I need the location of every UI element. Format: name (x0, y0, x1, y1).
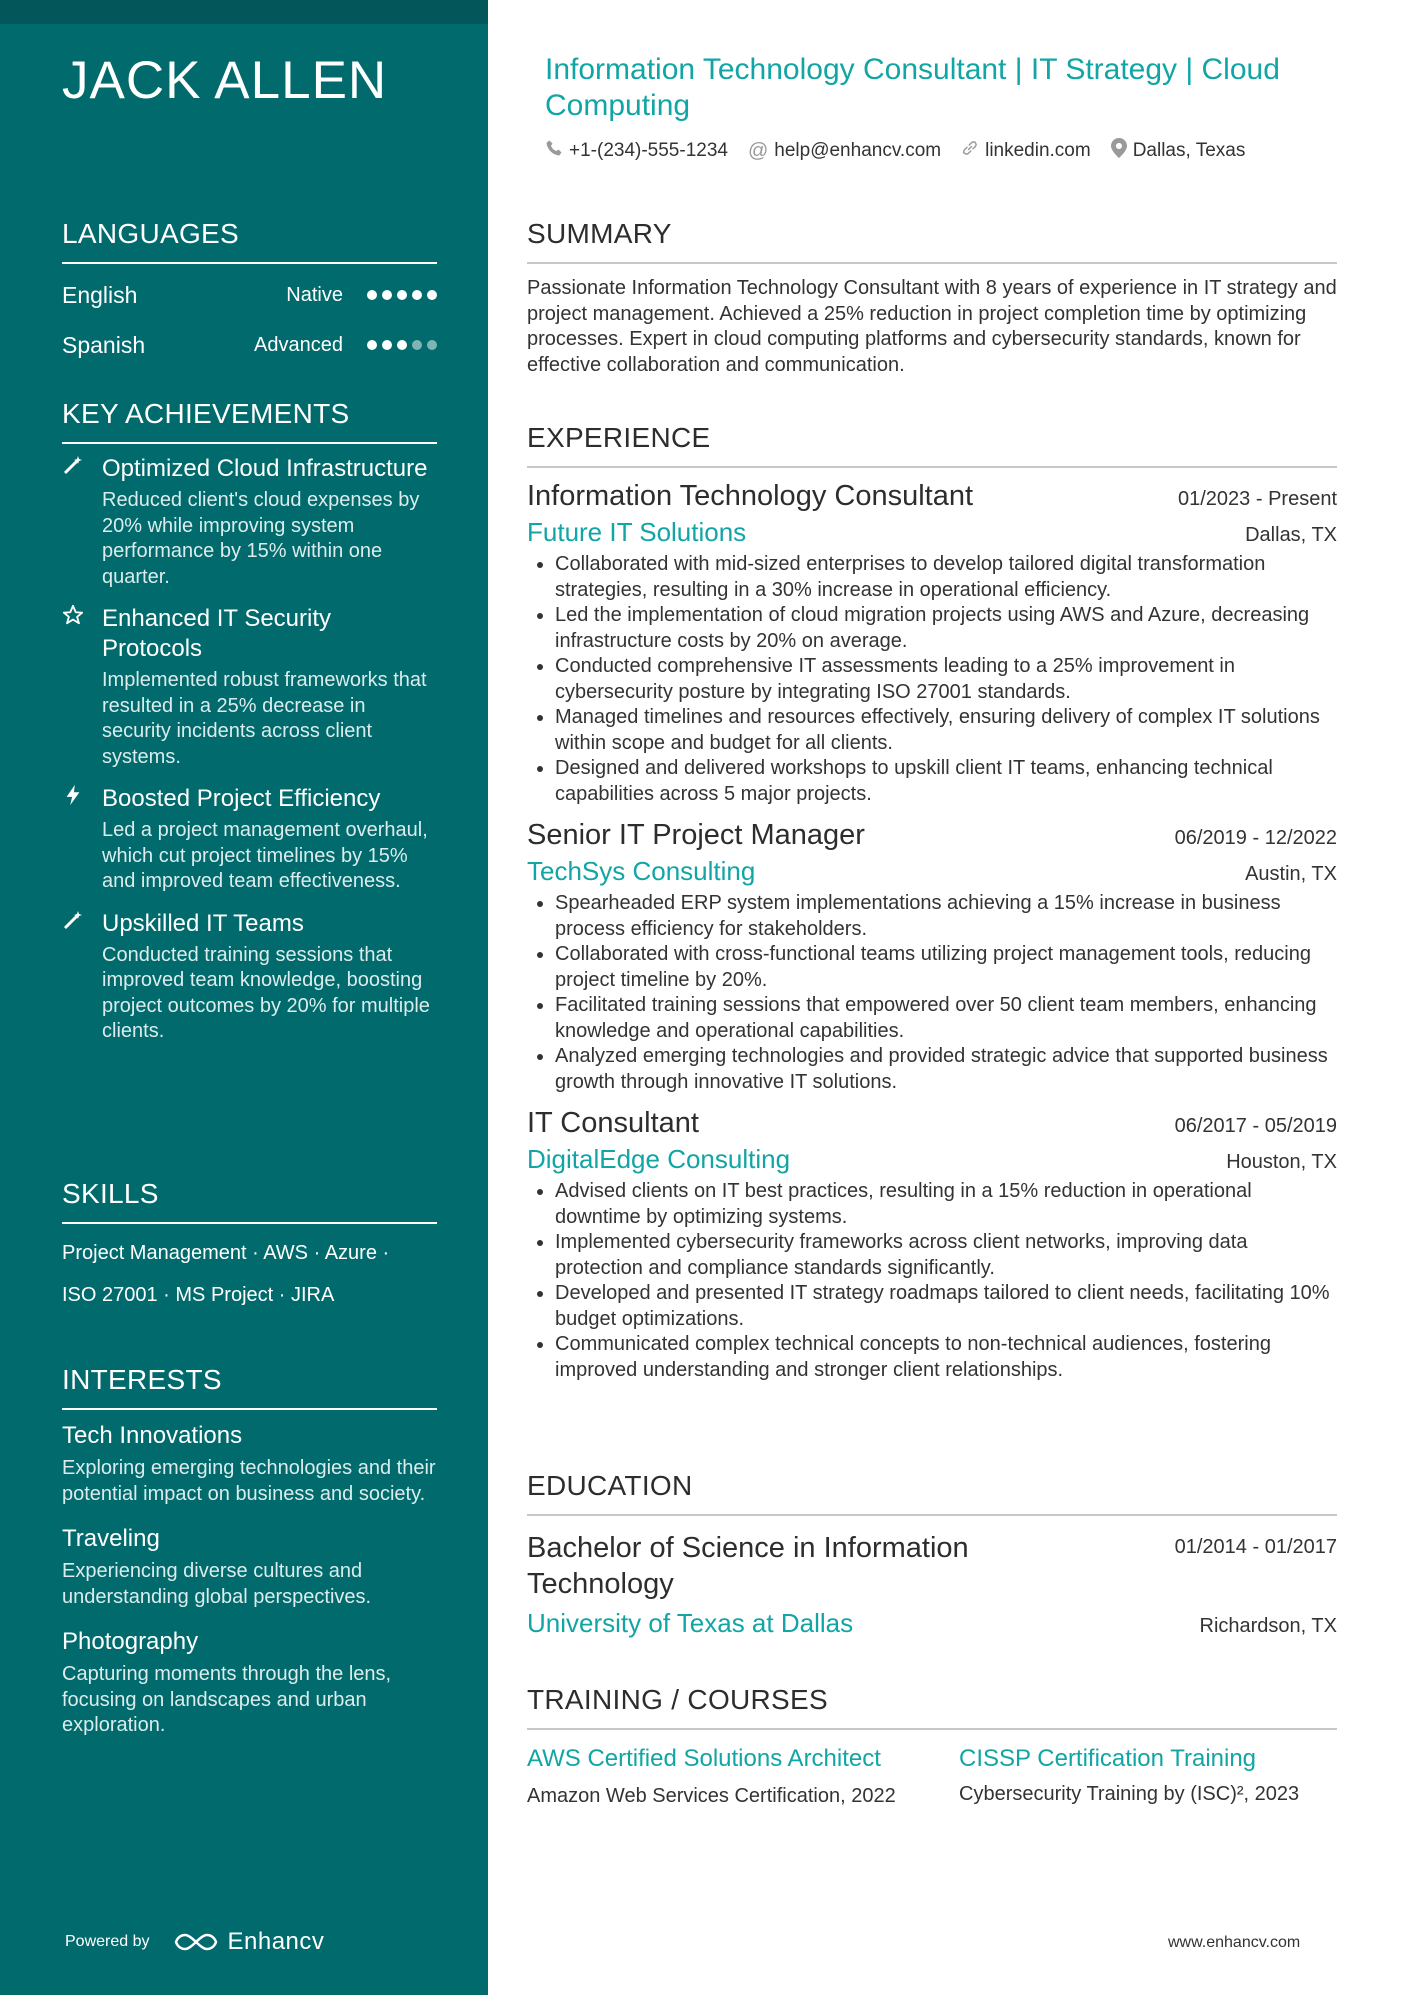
language-item (62, 270, 437, 320)
interest-desc: Capturing moments through the lens, focusing on landscapes and urban exploration. (62, 1663, 392, 1736)
training-heading: TRAINING / COURSES (527, 1684, 1337, 1730)
bullet-item: • Collaborated with cross-functional teams utilizing project management tools, reducing project timeline by 20%. (555, 942, 1337, 993)
interest-item (62, 1626, 437, 1739)
powered-by (65, 1928, 324, 1956)
achievement-desc: Reduced client's cloud expenses by 20% while improving system performance by 15% within one quarter. (102, 489, 420, 588)
achievement-title: Boosted Project Efficiency (102, 785, 381, 812)
main-content (488, 0, 1410, 1995)
rating-dot-filled (367, 290, 377, 300)
achievement-desc: Conducted training sessions that improved team knowledge, boosting project outcomes by 20% for multiple clients. (102, 943, 430, 1042)
job-title: Information Technology Consultant (527, 480, 974, 512)
enhancv-logo[interactable] (174, 1928, 325, 1956)
job-bullets (527, 891, 1337, 1095)
rating-dot-filled (397, 290, 407, 300)
star-icon (62, 604, 102, 770)
experience-section (527, 422, 1337, 1383)
language-name: English (62, 281, 138, 308)
infinity-logo-icon (174, 1931, 218, 1953)
training-section (527, 1684, 1337, 1810)
interest-desc: Exploring emerging technologies and their potential impact on business and society. (62, 1457, 436, 1505)
interests-section (62, 1364, 437, 1739)
bullet-item: • Led the implementation of cloud migration projects using AWS and Azure, decreasing infrastructure costs by 20% on average. (555, 603, 1337, 654)
rating-dot-empty (412, 340, 422, 350)
job-bullets (527, 1179, 1337, 1383)
rating-dot-filled (427, 290, 437, 300)
skills-list (62, 1232, 437, 1316)
email-text: help@enhancv.com (774, 140, 942, 161)
bullet-item: • Managed timelines and resources effectively, ensuring delivery of complex IT solutions within scope and budget for all clients. (555, 705, 1337, 756)
headline: Information Technology Consultant | IT Strategy | Cloud Computing (545, 53, 1280, 122)
job-company: TechSys Consulting (527, 856, 756, 886)
bullet-item: • Spearheaded ERP system implementations achieving a 15% increase in business process efficiency for stakeholders. (555, 891, 1337, 942)
achievement-title: Enhanced IT Security Protocols (102, 605, 332, 662)
job-location: Dallas, TX (1245, 524, 1337, 546)
achievement-desc: Led a project management overhaul, which cut project timelines by 15% and improved team effectiveness. (102, 819, 428, 892)
candidate-name: JACK ALLEN (62, 51, 388, 110)
contact-bar (545, 138, 1245, 164)
language-level: Native (286, 283, 343, 306)
language-level: Advanced (254, 333, 343, 356)
powered-by-label: Powered by (65, 1933, 150, 1950)
achievement-item (62, 454, 437, 590)
bullet-item: • Implemented cybersecurity frameworks across client networks, improving data protection and compliance standards significantly. (555, 1230, 1337, 1281)
link-icon (961, 139, 979, 163)
bullet-item: • Developed and presented IT strategy roadmaps tailored to client needs, facilitating 10% budget optimizations. (555, 1281, 1337, 1332)
bullet-item: • Collaborated with mid-sized enterprises to develop tailored digital transformation strategies, resulting in a 30% increase in operational efficiency. (555, 552, 1337, 603)
education-dates: 01/2014 - 01/2017 (1174, 1536, 1337, 1558)
phone-text: +1-(234)-555-1234 (569, 140, 728, 161)
skills-line: ISO 27001 · MS Project · JIRA (62, 1284, 335, 1306)
magic-wand-icon (62, 909, 102, 1045)
language-rating (367, 290, 437, 300)
skills-heading: SKILLS (62, 1178, 437, 1224)
job-entry (527, 480, 1337, 807)
rating-dot-empty (427, 340, 437, 350)
sidebar (0, 0, 488, 1995)
language-name: Spanish (62, 331, 146, 358)
rating-dot-filled (382, 340, 392, 350)
linkedin-text: linkedin.com (985, 140, 1091, 161)
sidebar-top-bar (0, 0, 488, 24)
interest-item (62, 1420, 437, 1507)
footer-url[interactable]: www.enhancv.com (1168, 1934, 1301, 1951)
rating-dot-filled (412, 290, 422, 300)
interest-item (62, 1523, 437, 1610)
job-title: IT Consultant (527, 1107, 699, 1139)
interest-title: Photography (62, 1628, 199, 1655)
phone-icon (545, 139, 563, 163)
contact-linkedin[interactable] (961, 138, 1091, 164)
job-dates: 06/2019 - 12/2022 (1174, 827, 1337, 849)
bullet-item: • Analyzed emerging technologies and provided strategic advice that supported business growth through innovative IT solutions. (555, 1044, 1337, 1095)
rating-dot-filled (367, 340, 377, 350)
interest-title: Traveling (62, 1525, 160, 1552)
job-dates: 06/2017 - 05/2019 (1174, 1115, 1337, 1137)
bullet-item: • Conducted comprehensive IT assessments leading to a 25% improvement in cybersecurity posture by integrating ISO 27001 standards. (555, 654, 1337, 705)
course-title: AWS Certified Solutions Architect (527, 1745, 881, 1772)
achievements-section (62, 398, 437, 1045)
job-entry (527, 819, 1337, 1095)
languages-heading: LANGUAGES (62, 218, 437, 264)
summary-heading: SUMMARY (527, 218, 1337, 264)
school-name: University of Texas at Dallas (527, 1608, 854, 1638)
interest-desc: Experiencing diverse cultures and understanding global perspectives. (62, 1560, 372, 1608)
achievement-item (62, 604, 437, 770)
rating-dot-filled (397, 340, 407, 350)
job-company: Future IT Solutions (527, 517, 747, 547)
achievement-item (62, 784, 437, 895)
at-icon: @ (747, 139, 769, 162)
job-entry (527, 1107, 1337, 1383)
job-title: Senior IT Project Manager (527, 819, 865, 851)
skills-line: Project Management · AWS · Azure · (62, 1242, 390, 1264)
job-company: DigitalEdge Consulting (527, 1144, 791, 1174)
job-location: Houston, TX (1226, 1151, 1337, 1173)
lightning-icon (62, 784, 102, 895)
job-bullets (527, 552, 1337, 807)
languages-section (62, 218, 437, 370)
contact-phone[interactable] (545, 138, 728, 164)
skills-section (62, 1178, 437, 1316)
course-desc: Amazon Web Services Certification, 2022 (527, 1785, 896, 1807)
education-section (527, 1470, 1337, 1639)
contact-location (1111, 138, 1246, 164)
course-item (959, 1744, 1337, 1810)
location-text: Dallas, Texas (1132, 140, 1246, 161)
summary-section (527, 218, 1337, 378)
language-rating (367, 340, 437, 350)
location-pin-icon (1111, 138, 1127, 164)
experience-heading: EXPERIENCE (527, 422, 1337, 468)
bullet-item: • Advised clients on IT best practices, resulting in a 15% reduction in operational downtime by optimizing systems. (555, 1179, 1337, 1230)
education-heading: EDUCATION (527, 1470, 1337, 1516)
job-location: Austin, TX (1245, 863, 1337, 885)
bullet-item: • Designed and delivered workshops to upskill client IT teams, enhancing technical capabilities across 5 major projects. (555, 756, 1337, 807)
degree-title: Bachelor of Science in Information Technology (527, 1532, 969, 1600)
bullet-item: • Facilitated training sessions that empowered over 50 client team members, enhancing knowledge and operational capabilities. (555, 993, 1337, 1044)
contact-email[interactable] (748, 138, 941, 164)
summary-text: Passionate Information Technology Consultant with 8 years of experience in IT strategy and project management. Achieved a 25% reduction in project completion time by optimizing processes. Expert in cloud computing platforms and cybersecurity standards, known for effective collaboration and communication. (527, 277, 1337, 376)
language-item (62, 320, 437, 370)
school-location: Richardson, TX (1199, 1615, 1337, 1637)
achievement-title: Upskilled IT Teams (102, 909, 304, 937)
course-item (527, 1744, 905, 1810)
magic-wand-icon (62, 454, 102, 590)
bullet-item: • Communicated complex technical concepts to non-technical audiences, fostering improved understanding and stronger client relationships. (555, 1332, 1337, 1383)
job-dates: 01/2023 - Present (1178, 488, 1337, 510)
course-desc: Cybersecurity Training by (ISC)², 2023 (959, 1783, 1300, 1805)
achievement-desc: Implemented robust frameworks that resulted in a 25% decrease in security incidents across client systems. (102, 669, 427, 768)
rating-dot-filled (382, 290, 392, 300)
interest-title: Tech Innovations (62, 1422, 243, 1449)
brand-name: Enhancv (227, 1928, 325, 1955)
course-title: CISSP Certification Training (959, 1745, 1257, 1772)
achievements-heading: KEY ACHIEVEMENTS (62, 398, 437, 444)
achievement-item (62, 909, 437, 1045)
interests-heading: INTERESTS (62, 1364, 437, 1410)
achievement-title: Optimized Cloud Infrastructure (102, 455, 428, 482)
